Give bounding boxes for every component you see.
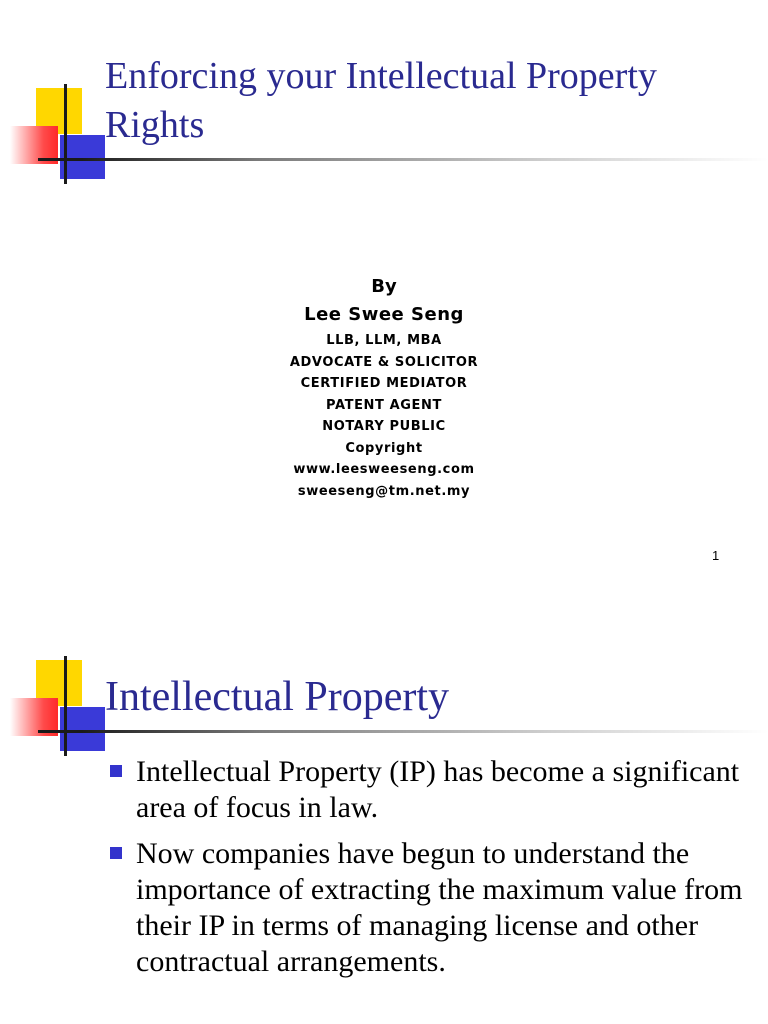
list-item	[104, 836, 744, 980]
bullet-list	[104, 754, 744, 990]
author-block	[0, 274, 768, 502]
page-number: 1	[712, 548, 720, 563]
logo-graphic-2	[0, 660, 110, 770]
by-label: By	[371, 276, 397, 297]
credential-degrees: LLB, LLM, MBA	[326, 333, 442, 348]
credential-patent-agent: PATENT AGENT	[326, 397, 442, 413]
list-item	[104, 754, 744, 826]
slide-2-title: Intellectual Property	[105, 674, 450, 720]
bullet-text: Intellectual Property (IP) has become a significant area of focus in law.	[136, 755, 740, 824]
title-underline	[38, 158, 768, 161]
vertical-rule	[64, 84, 67, 184]
credential-advocate: ADVOCATE & SOLICITOR	[289, 354, 479, 370]
vertical-rule	[64, 656, 67, 756]
slide-1-title: Enforcing your Intellectual Property Rights	[105, 55, 657, 146]
title-underline	[38, 730, 768, 733]
square-bullet-icon	[110, 847, 122, 859]
author-name: Lee Swee Seng	[304, 304, 464, 325]
logo-graphic	[0, 88, 110, 198]
credential-mediator: CERTIFIED MEDIATOR	[300, 376, 468, 391]
website-link[interactable]: www.leesweeseng.com	[293, 462, 475, 477]
email-link[interactable]: sweeseng@tm.net.my	[297, 483, 471, 499]
copyright-label: Copyright	[345, 440, 423, 456]
bullet-text: Now companies have begun to understand the importance of extracting the maximum value from their IP in terms of managing license and other contractual arrangements.	[136, 837, 743, 978]
square-bullet-icon	[110, 765, 122, 777]
credential-notary: NOTARY PUBLIC	[322, 419, 446, 434]
